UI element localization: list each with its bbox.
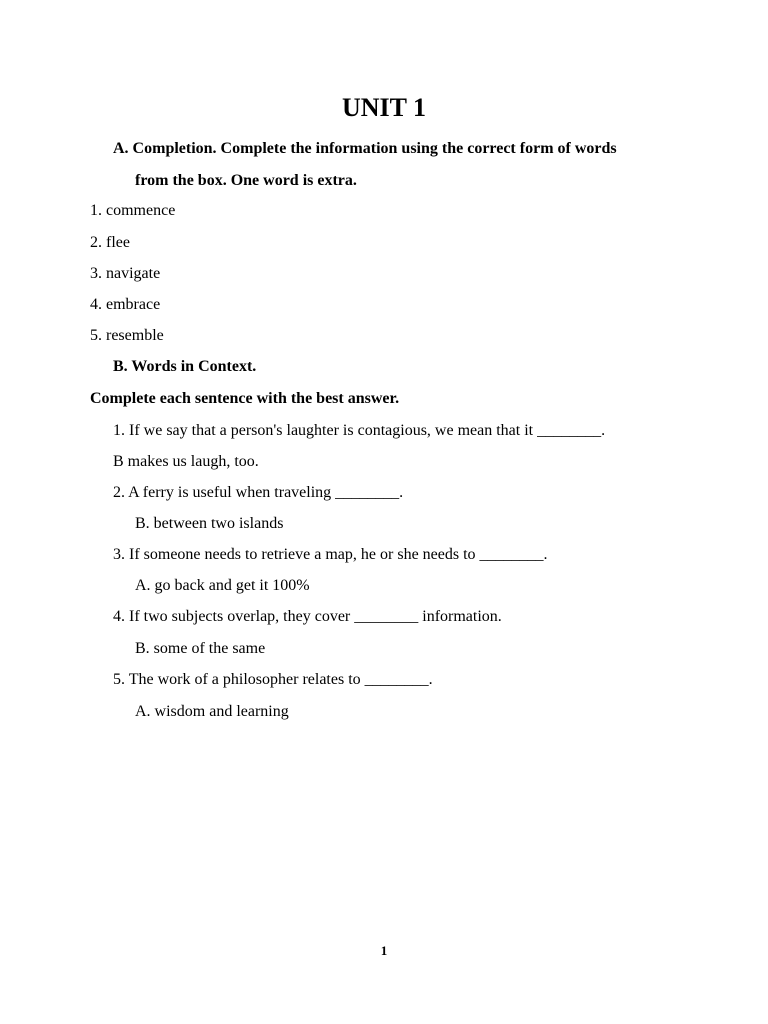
- section-b-heading: B. Words in Context.: [113, 358, 257, 375]
- section-b-instruction: Complete each sentence with the best answer.: [90, 390, 400, 407]
- word-list-item: 4. embrace: [90, 296, 161, 313]
- answer-text: A. go back and get it 100%: [135, 577, 310, 594]
- answer-text: B makes us laugh, too.: [113, 453, 259, 470]
- answer-text: B. between two islands: [135, 515, 284, 532]
- word-list-item: 2. flee: [90, 234, 130, 251]
- question-text: 1. If we say that a person's laughter is contagious, we mean that it ________.: [113, 422, 606, 439]
- answer-text: B. some of the same: [135, 640, 266, 657]
- word-list-item: 1. commence: [90, 202, 176, 219]
- word-list-item: 3. navigate: [90, 265, 161, 282]
- answer-text: A. wisdom and learning: [135, 703, 289, 720]
- section-a-heading-line-1: A. Completion. Complete the information using the correct form of words: [113, 140, 617, 157]
- question-text: 3. If someone needs to retrieve a map, he or she needs to ________.: [113, 546, 548, 563]
- page-title: UNIT 1: [341, 93, 427, 122]
- question-text: 4. If two subjects overlap, they cover ________ information.: [113, 608, 502, 625]
- word-list-item: 5. resemble: [90, 327, 164, 344]
- question-text: 5. The work of a philosopher relates to ________.: [113, 671, 433, 688]
- page-number: 1: [380, 943, 388, 958]
- section-a-heading-line-2: from the box. One word is extra.: [135, 172, 357, 189]
- question-text: 2. A ferry is useful when traveling ________.: [113, 484, 404, 501]
